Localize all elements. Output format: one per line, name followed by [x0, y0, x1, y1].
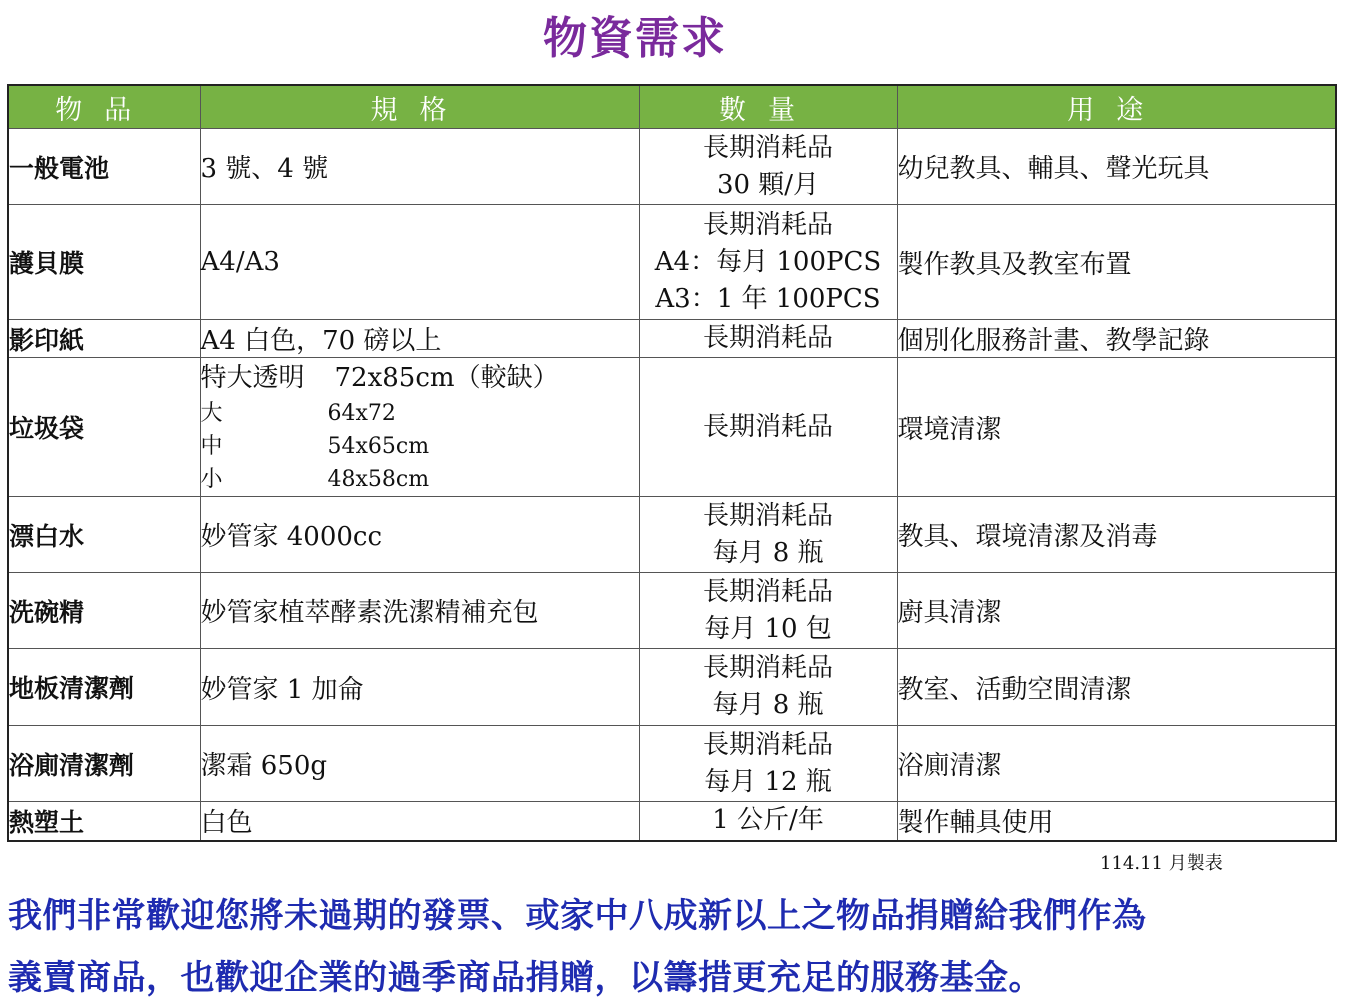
item-name: 熱塑土: [8, 802, 200, 841]
table-row: [8, 320, 1336, 358]
spec-size-label: 大: [200, 400, 223, 426]
quantity-line: 每月 8 瓶: [712, 690, 824, 720]
item-use: 製作輔具使用: [897, 802, 1336, 841]
quantity-line: A4：每月 100PCS: [654, 246, 882, 277]
spec-line: [201, 397, 639, 430]
item-name: 垃圾袋: [8, 358, 200, 497]
quantity-line: 長期消耗品: [702, 209, 833, 240]
header-spec: 規格: [200, 85, 639, 129]
header-use: 用途: [897, 85, 1336, 129]
item-quantity: [639, 205, 897, 320]
quantity-line: 長期消耗品: [702, 576, 833, 607]
table-row: [8, 205, 1336, 320]
header-item: 物品: [8, 85, 200, 129]
quantity-line: 長期消耗品: [702, 500, 833, 531]
spec-size-label: 小: [200, 466, 223, 492]
table-row: [8, 129, 1336, 205]
quantity-line: 每月 10 包: [704, 613, 832, 644]
supplies-table: [7, 84, 1337, 842]
item-spec: 妙管家 4000cc: [200, 497, 639, 573]
item-name: 影印紙: [8, 320, 200, 358]
item-quantity: [639, 320, 897, 358]
table-header-row: [8, 85, 1336, 129]
spec-line: [201, 359, 639, 397]
item-use: 浴廁清潔: [897, 726, 1336, 802]
item-spec: 潔霜 650g: [200, 726, 639, 802]
item-spec: 妙管家 1 加侖: [200, 649, 639, 726]
item-name: 一般電池: [8, 129, 200, 205]
item-use: 廚具清潔: [897, 573, 1336, 649]
item-spec: 白色: [200, 802, 639, 841]
table-row: [8, 358, 1336, 497]
spec-line: [201, 463, 639, 496]
item-spec: 妙管家植萃酵素洗潔精補充包: [200, 573, 639, 649]
item-use: 教室、活動空間清潔: [897, 649, 1336, 726]
item-use: 製作教具及教室布置: [897, 205, 1336, 320]
donation-note-line: 義賣商品，也歡迎企業的過季商品捐贈，以籌措更充足的服務基金。: [8, 958, 1043, 998]
item-spec: A4 白色，70 磅以上: [200, 320, 639, 358]
item-spec: A4/A3: [200, 205, 639, 320]
item-quantity: [639, 802, 897, 841]
made-date: 114.11 月製表: [1100, 853, 1223, 874]
quantity-line: 每月 12 瓶: [704, 766, 832, 797]
item-name: 洗碗精: [8, 573, 200, 649]
item-quantity: [639, 649, 897, 726]
table-row: [8, 802, 1336, 841]
table-row: [8, 649, 1336, 726]
item-use: 環境清潔: [897, 358, 1336, 497]
page-title: 物資需求: [543, 13, 727, 64]
quantity-line: 每月 8 瓶: [712, 537, 824, 568]
quantity-line: 長期消耗品: [702, 411, 833, 442]
quantity-line: 長期消耗品: [702, 729, 833, 760]
item-quantity: [639, 358, 897, 497]
item-use: 個別化服務計畫、教學記錄: [897, 320, 1336, 358]
item-quantity: [639, 129, 897, 205]
quantity-line: 長期消耗品: [702, 132, 833, 163]
header-quantity: 數量: [639, 85, 897, 129]
spec-size-label: 中: [200, 433, 223, 459]
item-name: 漂白水: [8, 497, 200, 573]
donation-note-line: 我們非常歡迎您將未過期的發票、或家中八成新以上之物品捐贈給我們作為: [8, 896, 1147, 936]
item-name: 地板清潔劑: [8, 649, 200, 726]
item-quantity: [639, 497, 897, 573]
quantity-line: 長期消耗品: [702, 323, 833, 353]
table-row: [8, 573, 1336, 649]
item-use: 教具、環境清潔及消毒: [897, 497, 1336, 573]
quantity-line: 長期消耗品: [702, 653, 833, 683]
item-use: 幼兒教具、輔具、聲光玩具: [897, 129, 1336, 205]
quantity-line: 1 公斤/年: [712, 805, 824, 836]
spec-size-label: 特大透明: [200, 362, 305, 393]
quantity-line: 30 顆/月: [716, 169, 820, 200]
spec-line: [201, 430, 639, 463]
item-quantity: [639, 726, 897, 802]
spec-size-value: 72x85cm（較缺）: [334, 362, 559, 393]
item-name: 浴廁清潔劑: [8, 726, 200, 802]
table-row: [8, 497, 1336, 573]
spec-size-value: 54x65cm: [327, 433, 430, 459]
item-spec: [200, 358, 639, 497]
spec-size-value: 48x58cm: [327, 466, 430, 492]
item-spec: 3 號、4 號: [200, 129, 639, 205]
quantity-line: A3：1 年 100PCS: [655, 283, 881, 314]
item-name: 護貝膜: [8, 205, 200, 320]
item-quantity: [639, 573, 897, 649]
table-row: [8, 726, 1336, 802]
spec-size-value: 64x72: [327, 400, 396, 426]
